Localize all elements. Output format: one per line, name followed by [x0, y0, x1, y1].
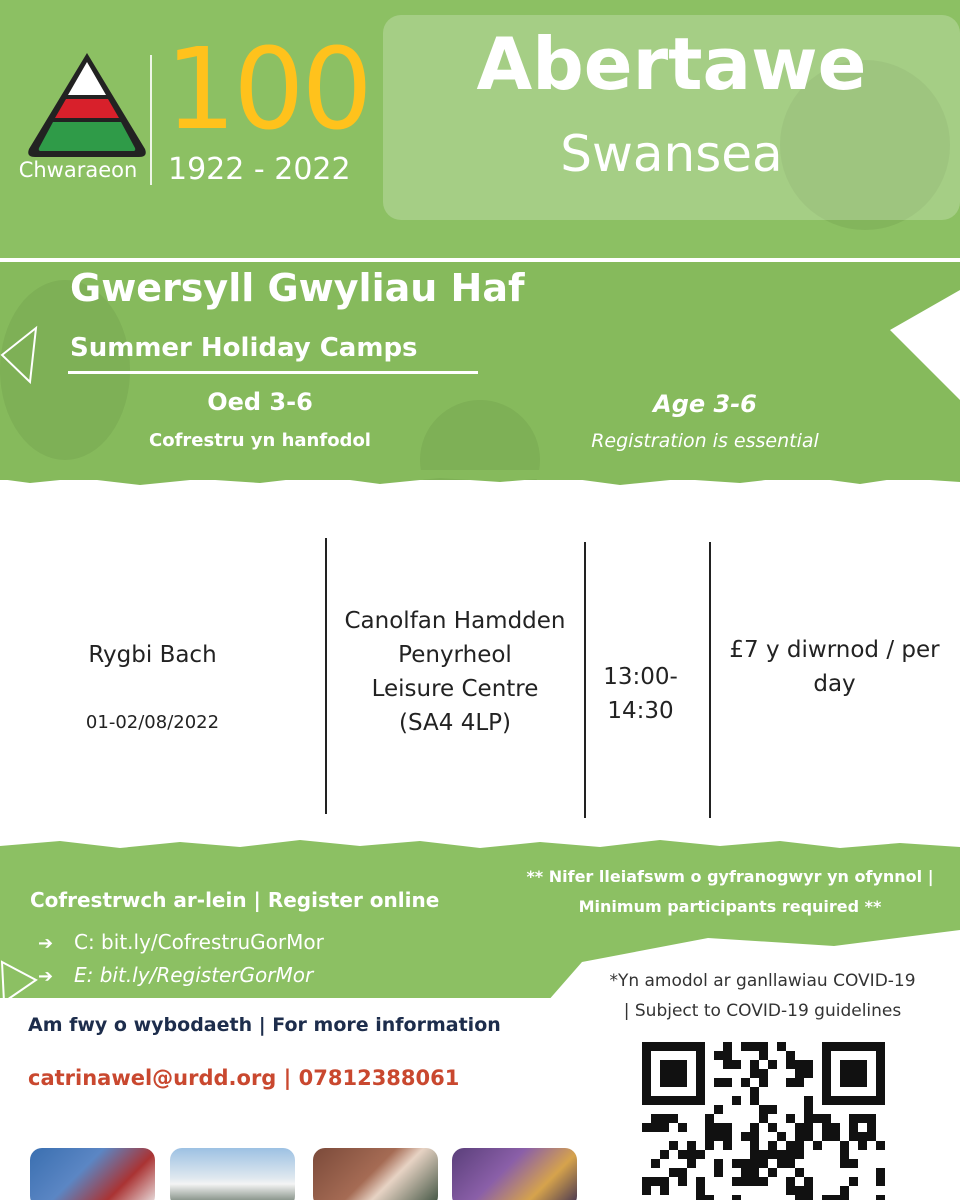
photo-leisure-centre — [170, 1148, 295, 1200]
logo-divider — [150, 55, 152, 185]
register-link-welsh-row — [38, 930, 324, 954]
torn-paper-edge — [0, 838, 960, 852]
venue-line: Canolfan Hamdden — [344, 608, 566, 634]
logo-wordmark: Chwaraeon — [18, 158, 138, 182]
location-welsh-title: Abertawe — [476, 22, 867, 106]
minimum-note-english: Minimum participants required ** — [578, 897, 882, 916]
age-welsh: Oed 3-6 — [207, 388, 313, 416]
registration-note-english: Registration is essential — [591, 430, 819, 452]
qr-code[interactable] — [640, 1040, 890, 1200]
minimum-note-welsh: ** Nifer lleiafswm o gyfranogwyr yn ofynnol | — [526, 867, 934, 886]
time-line: 13:00- — [603, 664, 678, 690]
venue-line: (SA4 4LP) — [399, 710, 511, 736]
decorative-triangle-outline-icon — [0, 320, 40, 390]
time-line: 14:30 — [607, 698, 674, 724]
table-column-divider — [584, 542, 586, 818]
torn-paper-edge — [0, 470, 960, 494]
price-cell — [712, 633, 957, 701]
minimum-participants-note — [500, 862, 960, 922]
covid-note-english: | Subject to COVID-19 guidelines — [623, 1001, 902, 1021]
photo-building — [313, 1148, 438, 1200]
time-cell — [588, 660, 693, 728]
camp-title-welsh: Gwersyll Gwyliau Haf — [70, 266, 525, 310]
qr-code-icon — [640, 1040, 890, 1200]
banner-divider — [0, 258, 960, 262]
register-heading: Cofrestrwch ar-lein | Register online — [30, 888, 440, 912]
decorative-triangle-outline-icon — [0, 952, 40, 1007]
activity-name: Rygbi Bach — [88, 642, 217, 668]
camp-title-underline — [68, 371, 478, 374]
activity-date: 01-02/08/2022 — [85, 712, 220, 733]
venue-line: Penyrheol — [398, 642, 512, 668]
age-english: Age 3-6 — [653, 390, 757, 418]
decorative-triangle-icon — [890, 290, 960, 400]
price-line: day — [813, 671, 856, 697]
more-info-heading: Am fwy o wybodaeth | For more information — [28, 1014, 501, 1036]
arrow-right-icon: ➔ — [38, 966, 54, 987]
centenary-years: 1922 - 2022 — [168, 152, 351, 187]
contact-details[interactable]: catrinawel@urdd.org | 07812388061 — [28, 1066, 460, 1090]
covid-note — [565, 966, 960, 1026]
register-link-welsh[interactable]: C: bit.ly/CofrestruGorMor — [74, 930, 324, 954]
centenary-number: 100 — [165, 25, 370, 155]
table-column-divider — [325, 538, 327, 814]
venue-line: Leisure Centre — [371, 676, 539, 702]
register-link-english-row — [38, 963, 313, 987]
table-column-divider — [709, 542, 711, 818]
urdd-logo — [22, 45, 152, 165]
camp-title-english: Summer Holiday Camps — [70, 333, 418, 363]
photo-activity — [452, 1148, 577, 1200]
arrow-right-icon: ➔ — [38, 933, 54, 954]
register-link-english[interactable]: E: bit.ly/RegisterGorMor — [74, 963, 314, 987]
triangle-logo-icon — [22, 45, 152, 165]
photo-kids-rugby — [30, 1148, 155, 1200]
venue-cell — [330, 604, 580, 740]
price-line: £7 y diwrnod / per — [729, 637, 940, 663]
location-english-subtitle: Swansea — [560, 125, 783, 183]
covid-note-welsh: *Yn amodol ar ganllawiau COVID-19 — [609, 971, 916, 991]
registration-note-welsh: Cofrestru yn hanfodol — [149, 430, 371, 451]
